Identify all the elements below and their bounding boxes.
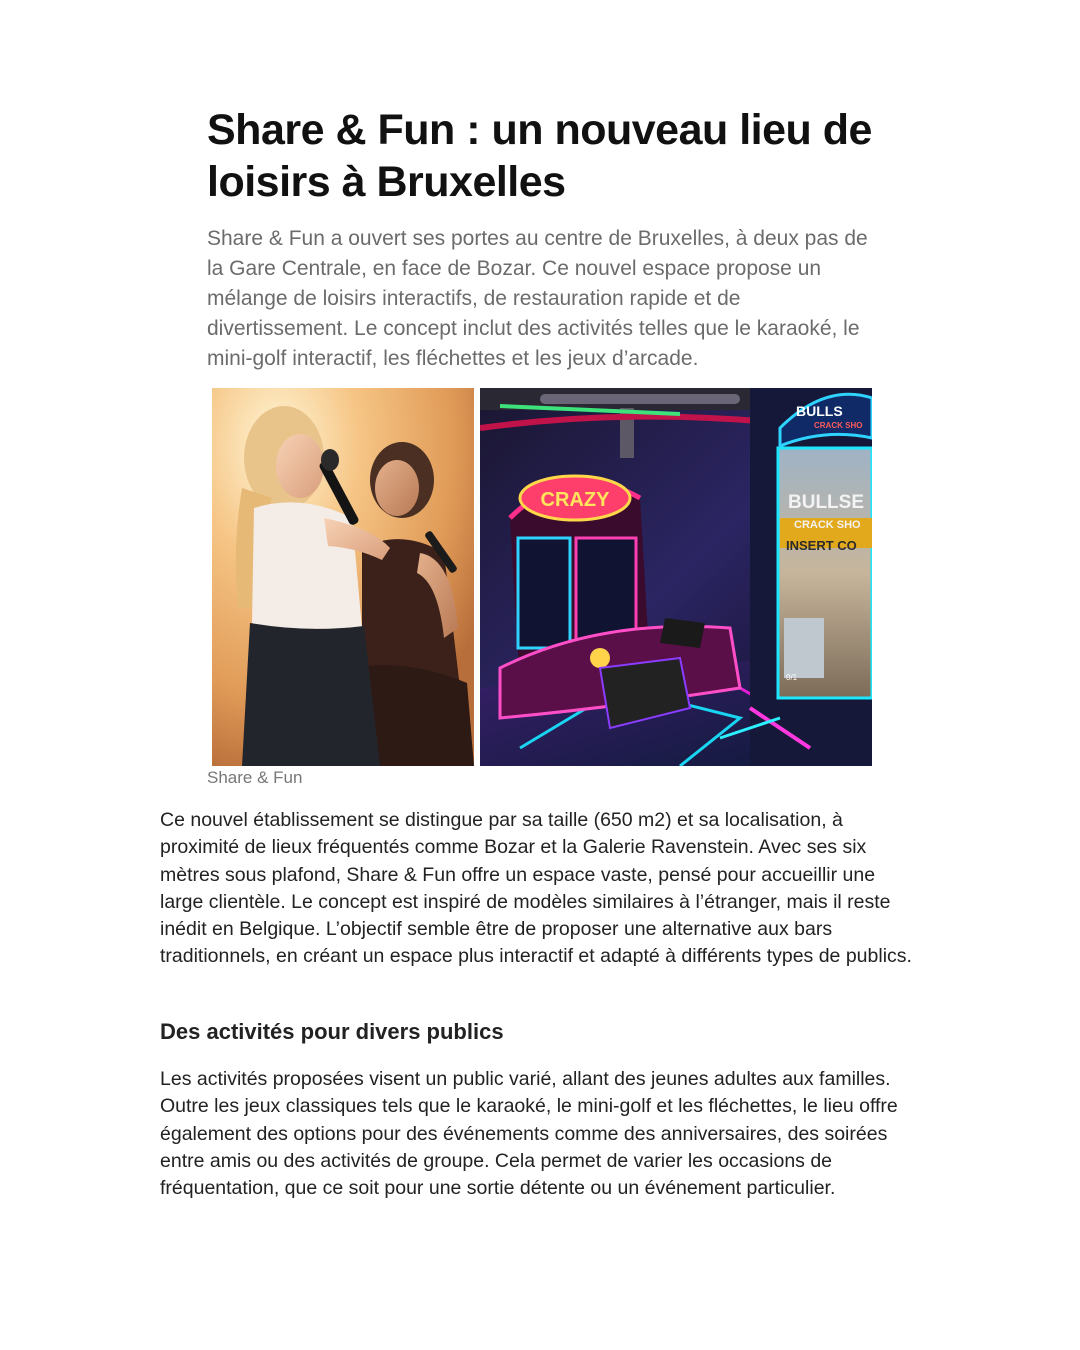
screen-sign-line3: INSERT CO <box>786 538 857 553</box>
image-caption: Share & Fun <box>207 768 303 787</box>
article-title: Share & Fun : un nouveau lieu de loisirs à Bruxelles <box>207 106 872 206</box>
top-sign-line2: CRACK SHO <box>814 421 863 430</box>
arcade-photo <box>480 388 872 766</box>
article-lead: Share & Fun a ouvert ses portes au centre de Bruxelles, à deux pas de la Gare Centrale, en face de Bozar. Ce nouvel espace propose un mélange de loisirs interactifs, de restauration rapide et de divertissement. Le concept inclut des activités telles que le karaoké, le mini-golf interactif, les fléchettes et les jeux d’arcade. <box>207 227 868 370</box>
top-sign-line1: BULLS <box>796 403 843 419</box>
karaoke-photo <box>212 388 474 766</box>
section-heading: Des activités pour divers publics <box>160 1019 504 1044</box>
screen-sign-line1: BULLSE <box>788 492 864 513</box>
arcade-photo-image <box>480 388 872 766</box>
karaoke-photo-image <box>212 388 474 766</box>
article-figure <box>212 388 872 766</box>
arcade-crazy-sign: CRAZY <box>540 489 610 511</box>
paragraph-2: Les activités proposées visent un public varié, allant des jeunes adultes aux familles. Outre les jeux classiques tels que le karaoké, le mini-golf et les fléchettes, le lieu offre également des options pour des événements comme des anniversaires, des soirées entre amis ou des activités de groupe. Cela permet de varier les occasions de fréquentation, que ce soit pour une sortie détente ou un événement particulier. <box>160 1068 898 1200</box>
screen-counter: 0/1 <box>786 673 798 682</box>
screen-sign-line2: CRACK SHO <box>794 519 861 531</box>
paragraph-1: Ce nouvel établissement se distingue par sa taille (650 m2) et sa localisation, à proximité de lieux fréquentés comme Bozar et la Galerie Ravenstein. Avec ses six mètres sous plafond, Share & Fun offre un espace vaste, pensé pour accueillir une large clientèle. Le concept est inspiré de modèles similaires à l’étranger, mais il reste inédit en Belgique. L’objectif semble être de proposer une alternative aux bars traditionnels, en créant un espace plus interactif et adapté à différents types de publics. <box>160 809 912 968</box>
